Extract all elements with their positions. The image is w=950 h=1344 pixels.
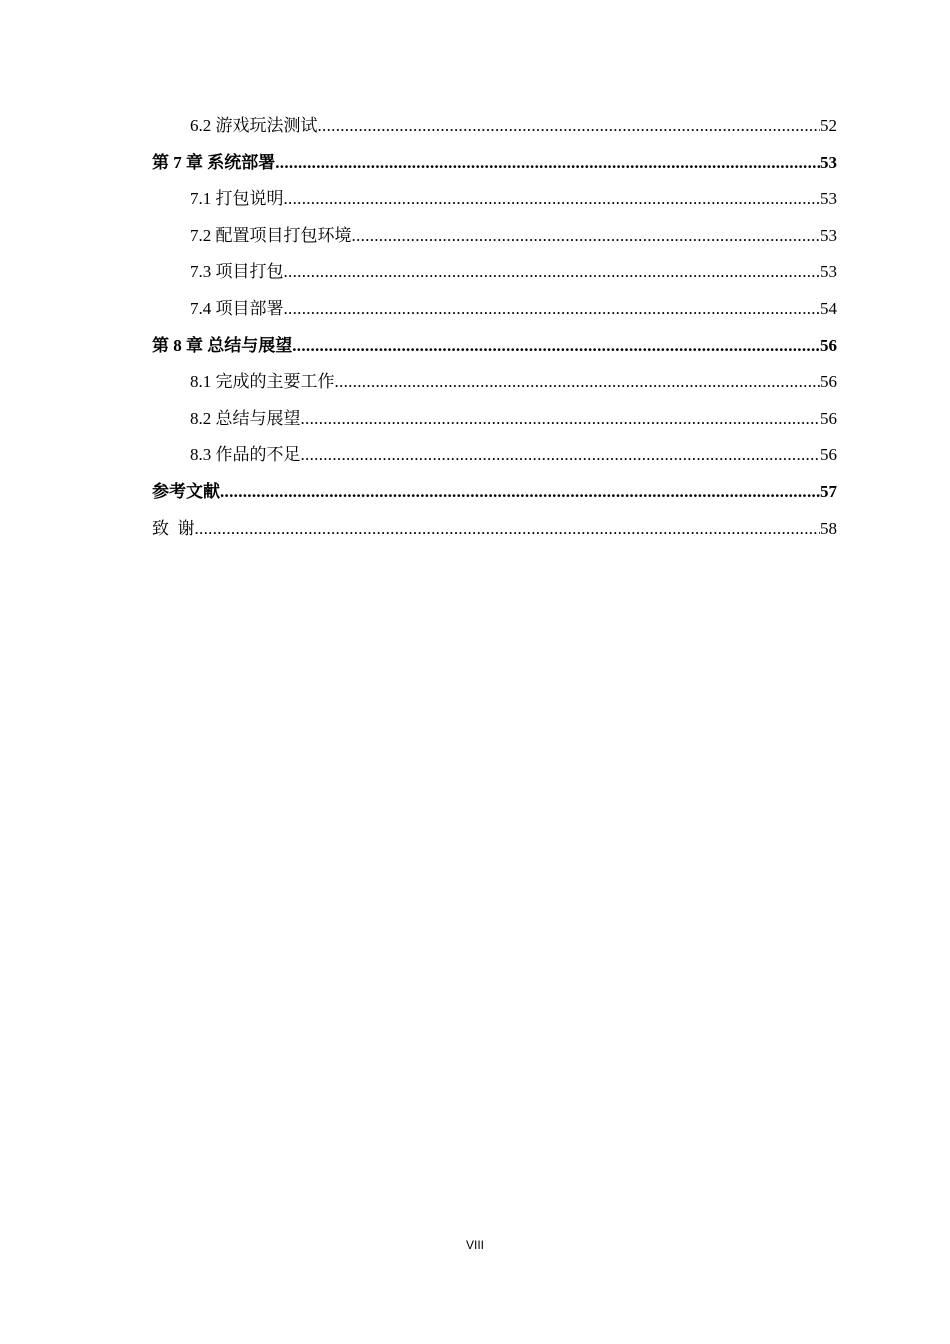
toc-dot-leader — [220, 474, 820, 511]
toc-entry-title: 8.3 作品的不足 — [190, 445, 301, 465]
toc-entry-page: 53 — [820, 225, 837, 245]
toc-entry-page: 53 — [820, 152, 837, 172]
toc-dot-leader — [301, 401, 821, 438]
toc-entry-page: 56 — [820, 408, 837, 428]
toc-dot-leader — [275, 145, 820, 182]
toc-entry-title: 参考文献 — [152, 481, 220, 501]
toc-entry-title: 7.1 打包说明 — [190, 189, 284, 209]
table-of-contents — [152, 108, 837, 547]
toc-entry[interactable] — [152, 145, 837, 182]
toc-entry[interactable] — [152, 291, 837, 328]
toc-dot-leader — [292, 328, 820, 365]
toc-entry-page: 53 — [820, 262, 837, 282]
toc-dot-leader — [284, 291, 821, 328]
toc-entry-page: 57 — [820, 481, 837, 501]
toc-entry-page: 52 — [820, 116, 837, 135]
toc-entry-page: 53 — [820, 189, 837, 209]
toc-entry-page: 56 — [820, 335, 837, 355]
toc-entry-page: 58 — [820, 518, 837, 538]
toc-entry-title: 8.2 总结与展望 — [190, 408, 301, 428]
toc-entry[interactable] — [152, 108, 837, 145]
toc-entry[interactable] — [152, 511, 837, 548]
toc-entry-title: 第 8 章 总结与展望 — [152, 335, 293, 355]
toc-dot-leader — [284, 181, 821, 218]
toc-entry-title: 致 谢 — [152, 518, 195, 538]
toc-dot-leader — [284, 254, 821, 291]
toc-dot-leader — [318, 108, 821, 145]
toc-entry-title: 7.2 配置项目打包环境 — [190, 225, 352, 245]
toc-dot-leader — [352, 218, 821, 255]
toc-dot-leader — [301, 437, 821, 474]
toc-entry[interactable] — [152, 254, 837, 291]
page-number: VIII — [465, 1238, 484, 1252]
toc-entry-title: 8.1 完成的主要工作 — [190, 372, 335, 392]
toc-entry-title: 7.3 项目打包 — [190, 262, 284, 282]
toc-dot-leader — [195, 511, 821, 548]
toc-entry-title: 7.4 项目部署 — [190, 298, 284, 318]
toc-entry[interactable] — [152, 218, 837, 255]
toc-entry-page: 54 — [820, 298, 837, 318]
toc-entry[interactable] — [152, 437, 837, 474]
toc-entry-page: 56 — [820, 372, 837, 392]
toc-entry[interactable] — [152, 328, 837, 365]
toc-entry-title: 第 7 章 系统部署 — [152, 152, 276, 172]
toc-entry[interactable] — [152, 474, 837, 511]
toc-dot-leader — [335, 364, 821, 401]
toc-entry[interactable] — [152, 364, 837, 401]
toc-entry[interactable] — [152, 401, 837, 438]
toc-entry[interactable] — [152, 181, 837, 218]
toc-entry-page: 56 — [820, 445, 837, 465]
toc-entry-title: 6.2 游戏玩法测试 — [190, 116, 318, 135]
